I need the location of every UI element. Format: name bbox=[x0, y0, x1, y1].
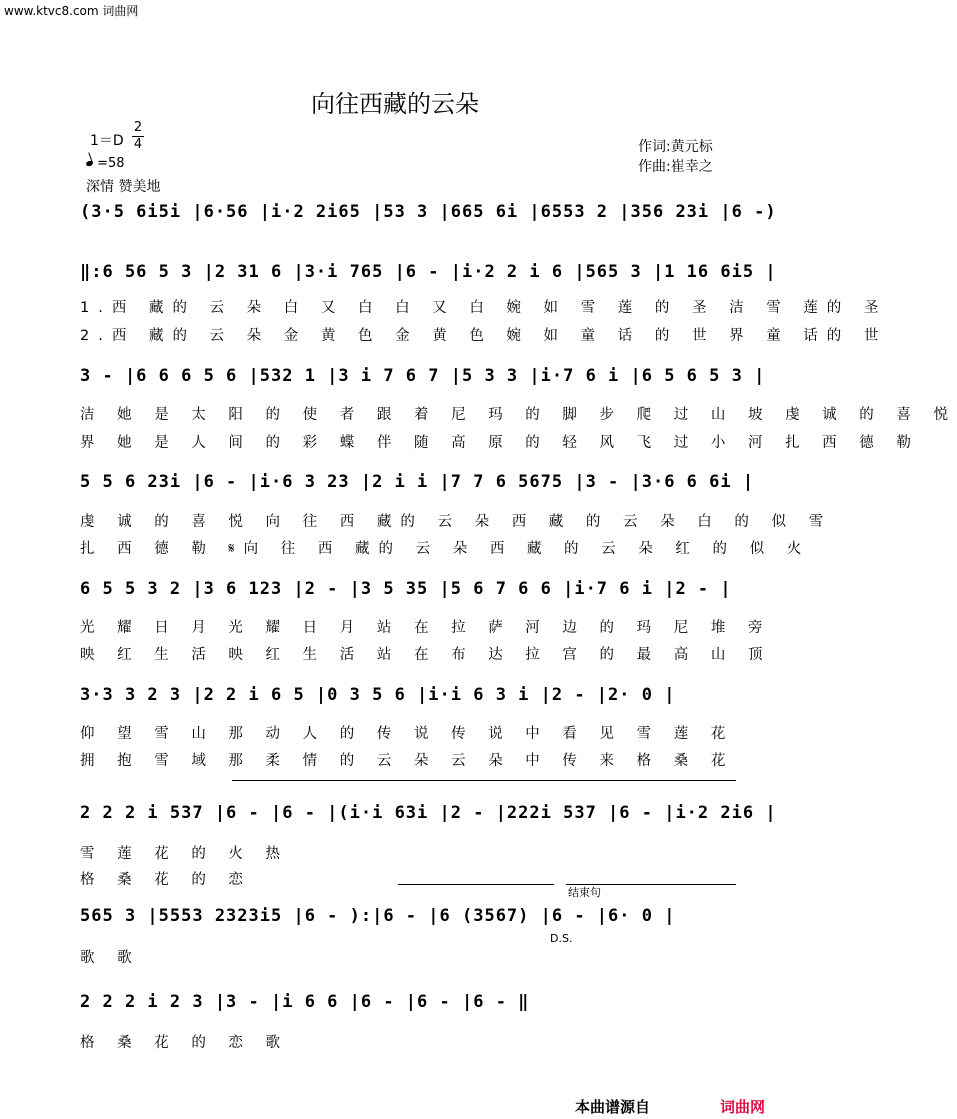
lyric-line-2-verse-2: 2.西 藏的 云 朵 金 黄 色 金 黄 色 婉 如 童 话 的 世 界 童 话的 世 bbox=[80, 328, 888, 344]
lyric-line-9: 格 桑 花 的 恋 歌 bbox=[80, 1035, 290, 1051]
lyric-line-6-verse-1: 仰 望 雪 山 那 动 人 的 传 说 传 说 中 看 见 雪 莲 花 bbox=[80, 726, 735, 742]
lyric-line-7-verse-2: 格 桑 花 的 恋 bbox=[80, 872, 252, 888]
music-line-8: 565 3 |5553 2323i5 |6 - ):|6 - |6 (3567) |6 - |6· 0 | bbox=[80, 906, 676, 926]
song-title: 向往西藏的云朵 bbox=[311, 90, 479, 118]
quarter-note-icon bbox=[85, 160, 93, 167]
source-note: 本曲谱源自 bbox=[575, 1098, 651, 1116]
site-watermark: www.ktvc8.com 词曲网 bbox=[4, 4, 139, 18]
lyric-line-4-verse-2: 扎 西 德 勒 𝄋向 往 西 藏的 云 朵 西 藏 的 云 朵 红 的 似 火 bbox=[80, 541, 811, 557]
key-signature: 1＝D bbox=[90, 133, 124, 149]
lyricist-credit: 作词:黄元标 bbox=[638, 139, 713, 155]
lyric-line-6-verse-2: 拥 抱 雪 域 那 柔 情 的 云 朵 云 朵 中 传 来 格 桑 花 bbox=[80, 753, 735, 769]
music-line-1: (3·5 6i5i |6·56 |i·2 2i65 |53 3 |665 6i |6553 2 |356 23i |6 -) bbox=[80, 202, 777, 222]
lyric-line-3-verse-1: 洁 她 是 太 阳 的 使 者 跟 着 尼 玛 的 脚 步 爬 过 山 坡 虔 诚 的 喜 悦 bbox=[80, 407, 957, 423]
lyric-line-4-verse-1: 虔 诚 的 喜 悦 向 往 西 藏的 云 朵 西 藏 的 云 朵 白 的 似 雪 bbox=[80, 514, 833, 530]
dal-segno-mark: D.S. bbox=[550, 932, 573, 945]
meter-bottom: 4 bbox=[133, 137, 143, 152]
music-line-9: 2 2 2 i 2 3 |3 - |i 6 6 |6 - |6 - |6 - ‖ bbox=[80, 992, 530, 1012]
expression-marking: 深情 赞美地 bbox=[86, 179, 161, 195]
lyric-line-7-verse-1: 雪 莲 花 的 火 热 bbox=[80, 846, 290, 862]
lyric-line-8: 歌 歌 bbox=[80, 950, 141, 966]
tempo-marking bbox=[86, 156, 125, 171]
lyric-line-5-verse-1: 光 耀 日 月 光 耀 日 月 站 在 拉 萨 河 边 的 玛 尼 堆 旁 bbox=[80, 620, 772, 636]
time-signature bbox=[132, 120, 144, 153]
lyric-line-5-verse-2: 映 红 生 活 映 红 生 活 站 在 布 达 拉 宫 的 最 高 山 顶 bbox=[80, 647, 772, 663]
tempo-value: =58 bbox=[97, 156, 125, 171]
music-line-2: ‖:6 56 5 3 |2 31 6 |3·i 765 |6 - |i·2 2 i 6 |565 3 |1 16 6i5 | bbox=[80, 262, 777, 282]
music-line-4: 5 5 6 23i |6 - |i·6 3 23 |2 i i |7 7 6 5675 |3 - |3·6 6 6i | bbox=[80, 472, 755, 492]
music-line-3: 3 - |6 6 6 5 6 |532 1 |3 i 7 6 7 |5 3 3 |i·7 6 i |6 5 6 5 3 | bbox=[80, 366, 766, 386]
music-line-6: 3·3 3 2 3 |2 2 i 6 5 |0 3 5 6 |i·i 6 3 i |2 - |2· 0 | bbox=[80, 685, 676, 705]
lyric-line-2-verse-1: 1.西 藏的 云 朵 白 又 白 白 又 白 婉 如 雪 莲 的 圣 洁 雪 莲的 圣 bbox=[80, 300, 888, 316]
volta-ending-label: 结束句 bbox=[568, 886, 601, 899]
composer-credit: 作曲:崔幸之 bbox=[638, 159, 713, 175]
lyric-line-3-verse-2: 界 她 是 人 间 的 彩 蝶 伴 随 高 原 的 轻 风 飞 过 小 河 扎 西 德 勒 bbox=[80, 435, 920, 451]
site-logo[interactable]: 词曲网 bbox=[720, 1098, 766, 1116]
music-line-5: 6 5 5 3 2 |3 6 123 |2 - |3 5 35 |5 6 7 6 6 |i·7 6 i |2 - | bbox=[80, 579, 732, 599]
music-line-7: 2 2 2 i 537 |6 - |6 - |(i·i 63i |2 - |222i 537 |6 - |i·2 2i6 | bbox=[80, 803, 777, 823]
meter-top: 2 bbox=[133, 120, 143, 135]
